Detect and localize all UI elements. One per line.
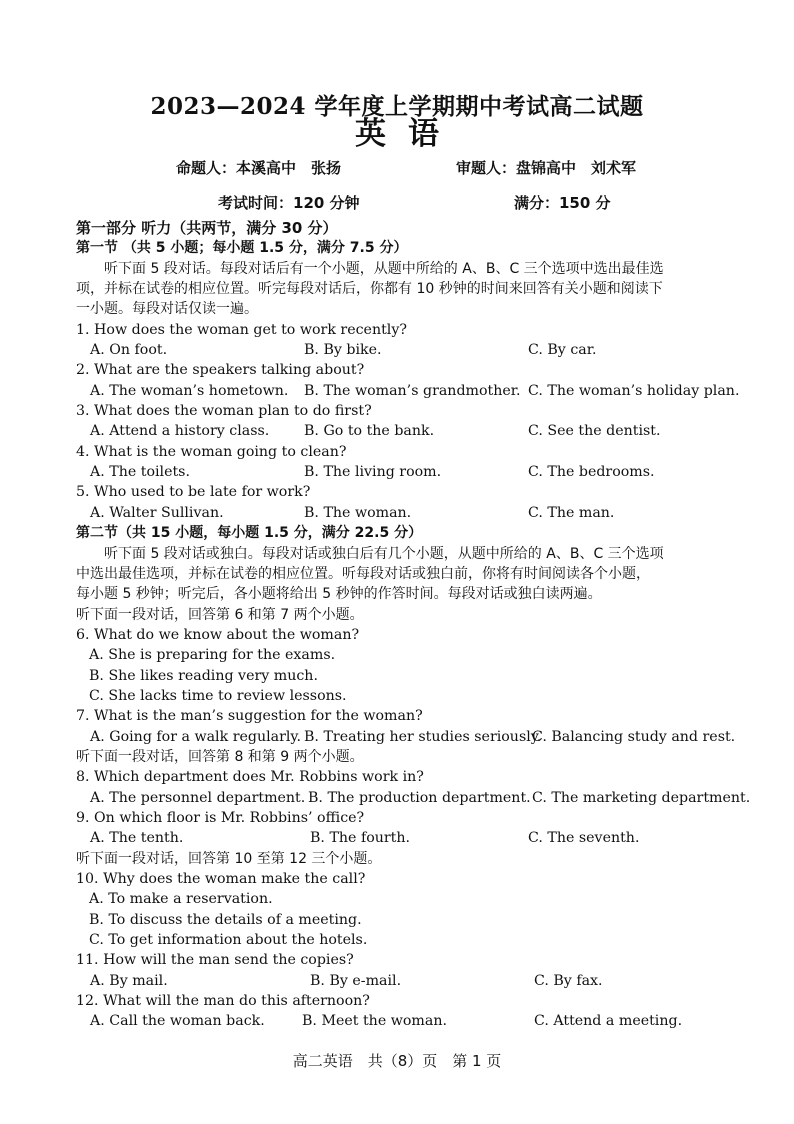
option-a: A. She is preparing for the exams. [89, 647, 336, 664]
option-b: B. The woman’s grandmother. [304, 382, 521, 399]
question-12-options [76, 1011, 746, 1031]
exam-body [76, 218, 751, 1032]
option-b: B. The woman. [304, 504, 412, 521]
option-c: C. By car. [528, 342, 597, 359]
option-c: C. The marketing department. [532, 789, 751, 806]
option-b: B. The fourth. [310, 830, 411, 847]
section2-instr-1: 听下面 5 段对话或独白。每段对话或独白后有几个小题，从题中所给的 A、B、C 三个选项 [104, 545, 664, 562]
question-4: 4. What is the woman going to clean? [76, 443, 347, 460]
question-11: 11. How will the man send the copies? [76, 952, 354, 969]
option-a: A. Attend a history class. [90, 423, 270, 440]
page-footer: 高二英语 共（8）页 第 1 页 [292, 1052, 502, 1070]
option-a: A. By mail. [90, 972, 168, 989]
option-b: B. By e-mail. [310, 972, 402, 989]
option-c: C. She lacks time to review lessons. [89, 687, 347, 704]
intro-6-7: 听下面一段对话，回答第 6 和第 7 两个小题。 [76, 606, 364, 623]
option-a: A. On foot. [90, 342, 168, 359]
question-8-options [76, 788, 751, 808]
option-a: A. Going for a walk regularly. [90, 728, 302, 745]
option-b: B. Go to the bank. [304, 423, 435, 440]
option-a: A. Call the woman back. [90, 1013, 265, 1030]
option-b: B. Meet the woman. [302, 1013, 447, 1030]
exam-time: 考试时间：120 分钟 [218, 194, 360, 212]
reviewer-label: 审题人：盘锦高中 刘术军 [456, 159, 637, 177]
option-a: A. To make a reservation. [89, 891, 273, 908]
option-b: B. Treating her studies seriously. [304, 728, 542, 745]
question-2-options [76, 381, 746, 401]
section2-instr-2: 中选出最佳选项，并标在试卷的相应位置。听每段对话或独白前，你将有时间阅读各个小题， [76, 565, 650, 582]
option-c: C. By fax. [534, 972, 603, 989]
option-c: C. See the dentist. [528, 423, 661, 440]
option-a: A. The woman’s hometown. [90, 382, 289, 399]
section2-heading: 第二节（共 15 小题，每小题 1.5 分，满分 22.5 分） [76, 525, 423, 542]
intro-10-12: 听下面一段对话，回答第 10 至第 12 三个小题。 [76, 850, 382, 867]
exam-score: 满分：150 分 [514, 194, 611, 212]
exam-title: 2023—2024 学年度上学期期中考试高二试题 [150, 93, 644, 120]
question-10: 10. Why does the woman make the call? [76, 871, 366, 887]
option-b: B. By bike. [304, 342, 382, 359]
question-2: 2. What are the speakers talking about? [76, 362, 365, 379]
option-c: C. The woman’s holiday plan. [528, 382, 740, 399]
question-11-options [76, 971, 746, 991]
part1-heading: 第一部分 听力（共两节，满分 30 分） [76, 219, 338, 237]
option-a: A. The personnel department. [90, 789, 306, 806]
section1-instr-3: 一小题。每段对话仅读一遍。 [76, 301, 258, 318]
section1-heading: 第一节 （共 5 小题；每小题 1.5 分，满分 7.5 分） [76, 240, 408, 257]
question-9-options [76, 828, 746, 848]
option-c: C. To get information about the hotels. [89, 932, 368, 949]
question-3: 3. What does the woman plan to do first? [76, 403, 372, 420]
section1-instr-1: 听下面 5 段对话。每段对话后有一个小题，从题中所给的 A、B、C 三个选项中选出最佳选 [104, 260, 664, 277]
option-c: C. Balancing study and rest. [532, 728, 736, 745]
section1-instr-2: 项，并标在试卷的相应位置。听完每段对话后，你都有 10 秒钟的时间来回答有关小题和阅读下 [76, 281, 663, 298]
question-8: 8. Which department does Mr. Robbins work in? [76, 769, 424, 786]
question-3-options [76, 421, 746, 441]
option-c: C. Attend a meeting. [534, 1013, 683, 1030]
question-9: 9. On which floor is Mr. Robbins’ office? [76, 809, 365, 826]
question-5: 5. Who used to be late for work? [76, 484, 311, 501]
author-label: 命题人：本溪高中 张扬 [176, 159, 342, 177]
section2-instr-3: 每小题 5 秒钟；听完后，各小题将给出 5 秒钟的作答时间。每段对话或独白读两遍。 [76, 586, 602, 603]
question-1: 1. How does the woman get to work recently? [76, 321, 407, 338]
option-a: A. The toilets. [90, 464, 190, 481]
question-5-options [76, 503, 746, 523]
question-7-options [76, 727, 746, 747]
question-12: 12. What will the man do this afternoon? [76, 993, 370, 1010]
option-a: A. The tenth. [90, 830, 184, 847]
option-b: B. The living room. [304, 464, 442, 481]
subject-title: 英语 [355, 116, 461, 152]
option-b: B. To discuss the details of a meeting. [89, 911, 362, 928]
option-c: C. The bedrooms. [528, 464, 655, 481]
option-a: A. Walter Sullivan. [90, 504, 224, 521]
option-b: B. She likes reading very much. [89, 667, 318, 684]
option-b: B. The production department. [308, 789, 531, 806]
option-c: C. The man. [528, 504, 615, 521]
intro-8-9: 听下面一段对话，回答第 8 和第 9 两个小题。 [76, 748, 364, 765]
question-1-options [76, 340, 746, 360]
question-6: 6. What do we know about the woman? [76, 626, 360, 643]
question-7: 7. What is the man’s suggestion for the woman? [76, 708, 423, 725]
question-4-options [76, 462, 746, 482]
option-c: C. The seventh. [528, 830, 640, 847]
